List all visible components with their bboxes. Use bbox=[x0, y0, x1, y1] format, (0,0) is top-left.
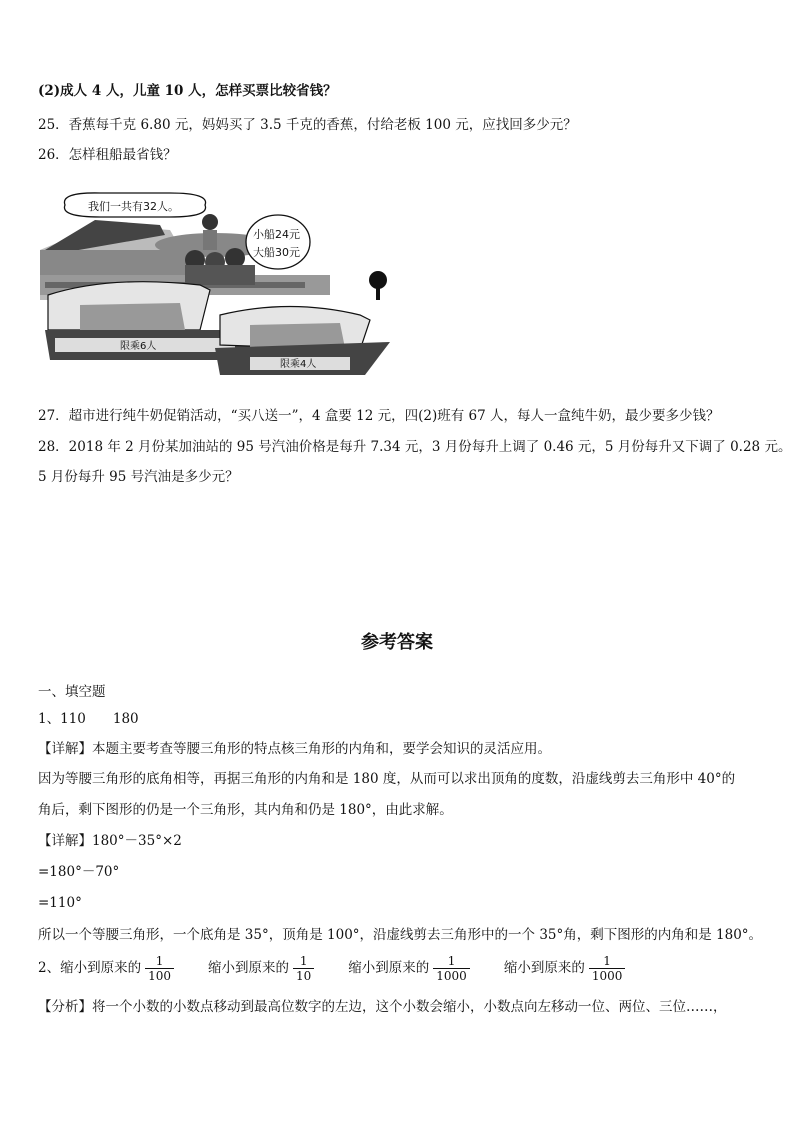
question-26: 26．怎样租船最省钱？ bbox=[38, 147, 177, 163]
boat-1-label: 限乘6人 bbox=[120, 341, 157, 352]
price-small-boat: 小船24元 bbox=[253, 228, 300, 241]
fraction-denominator: 1000 bbox=[591, 969, 623, 983]
answer-1-calc-3: =110° bbox=[38, 895, 82, 911]
answer-2-option-4 bbox=[504, 953, 630, 983]
fraction-numerator: 1 bbox=[145, 954, 174, 969]
fraction bbox=[145, 954, 174, 983]
option-text: 缩小到原来的 bbox=[503, 960, 585, 976]
fraction-denominator: 100 bbox=[148, 969, 171, 983]
fraction bbox=[293, 954, 314, 983]
answer-2-analysis: 【分析】将一个小数的小数点移动到最高位数字的左边，这个小数会缩小，小数点向左移动一位、两位、三位……， bbox=[38, 999, 727, 1015]
fraction-numerator: 1 bbox=[293, 954, 314, 969]
speech-bubble-text: 我们一共有32人。 bbox=[88, 200, 179, 213]
fraction-numerator: 1 bbox=[589, 954, 626, 969]
question-24-part-2: (2)成人 4 人，儿童 10 人，怎样买票比较省钱？ bbox=[38, 83, 337, 99]
answer-2-prefix: 2、 bbox=[38, 960, 61, 976]
boat-2-label: 限乘4人 bbox=[280, 359, 317, 370]
answer-1-calc-1: 【详解】180°－35°×2 bbox=[38, 833, 182, 849]
answer-1-head: 1、110 180 bbox=[38, 711, 139, 727]
answer-1-calc-2: =180°－70° bbox=[38, 864, 120, 880]
answer-1-detail-2: 因为等腰三角形的底角相等，再据三角形的内角和是 180 度，从而可以求出顶角的度数，沿虚线剪去三角形中 40°的 bbox=[38, 771, 736, 787]
answer-2-option-1 bbox=[60, 953, 178, 983]
question-28-line-1: 28．2018 年 2 月份某加油站的 95 号汽油价格是每升 7.34 元，3 月份每升上调了 0.46 元，5 月份每升又下调了 0.28 元。 bbox=[38, 439, 792, 455]
answer-2-option-3 bbox=[348, 953, 474, 983]
answers-title: 参考答案 bbox=[361, 632, 433, 653]
section-heading: 一、填空题 bbox=[38, 684, 106, 700]
answer-1-conclusion: 所以一个等腰三角形，一个底角是 35°，顶角是 100°，沿虚线剪去三角形中的一个 35°角，剩下图形的内角和是 180°。 bbox=[38, 927, 763, 943]
question-25: 25．香蕉每千克 6.80 元，妈妈买了 3.5 千克的香蕉，付给老板 100 元，应找回多少元？ bbox=[38, 117, 577, 133]
fraction bbox=[589, 954, 626, 983]
question-27: 27．超市进行纯牛奶促销活动，“买八送一”，4 盒要 12 元，四(2)班有 67 人，每人一盒纯牛奶，最少要多少钱？ bbox=[38, 408, 720, 424]
answer-1-detail-1: 【详解】本题主要考查等腰三角形的特点核三角形的内角和，要学会知识的灵活应用。 bbox=[38, 741, 551, 757]
answer-2-row bbox=[38, 953, 659, 983]
fraction bbox=[433, 954, 470, 983]
answer-1-detail-3: 角后，剩下图形的仍是一个三角形，其内角和仍是 180°，由此求解。 bbox=[38, 802, 453, 818]
option-text: 缩小到原来的 bbox=[348, 960, 430, 976]
option-text: 缩小到原来的 bbox=[208, 960, 289, 976]
question-28-line-2: 5 月份每升 95 号汽油是多少元？ bbox=[38, 469, 239, 485]
answer-2-option-2 bbox=[208, 953, 318, 983]
price-large-boat: 大船30元 bbox=[253, 246, 300, 259]
fraction-denominator: 1000 bbox=[436, 969, 467, 983]
option-text: 缩小到原来的 bbox=[60, 960, 142, 976]
fraction-numerator: 1 bbox=[433, 954, 470, 969]
boat-rental-illustration bbox=[40, 190, 400, 380]
fraction-denominator: 10 bbox=[296, 969, 312, 983]
